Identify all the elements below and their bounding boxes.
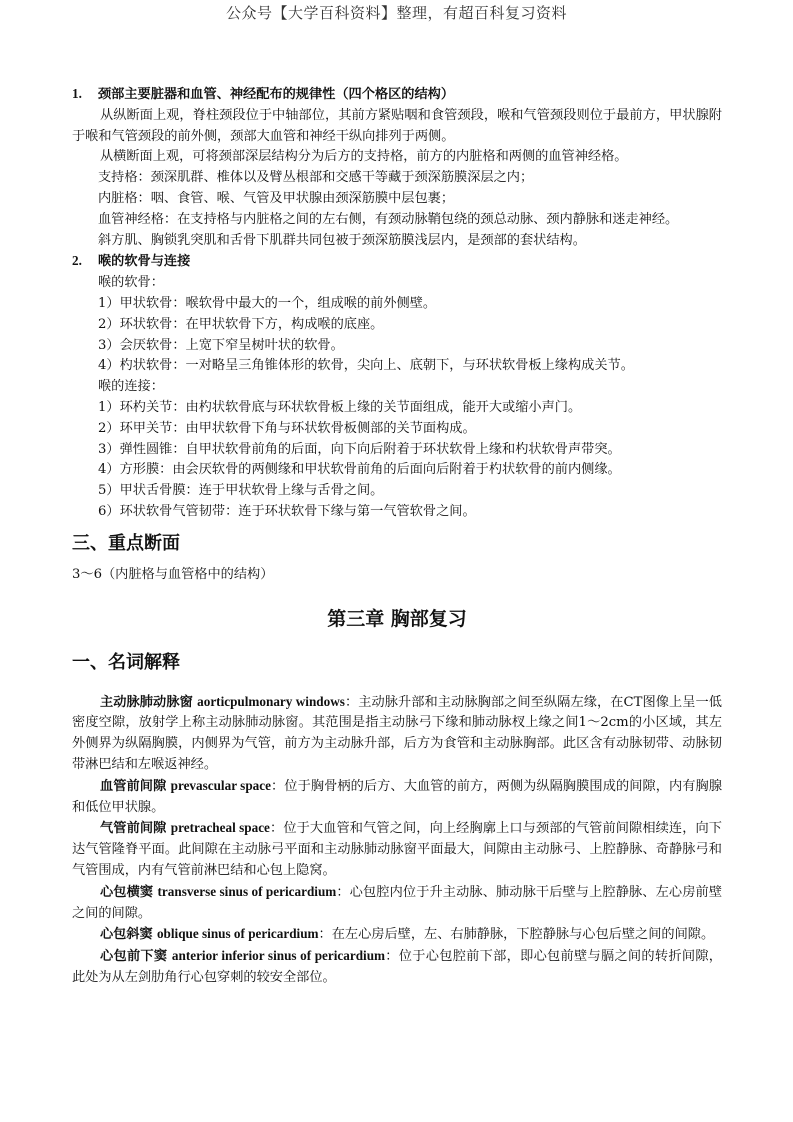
list-item: 3）会厌软骨：上宽下窄呈树叶状的软骨。	[98, 337, 344, 353]
paragraph: 从横断面上观，可将颈部深层结构分为后方的支持格，前方的内脏格和两侧的血管神经格。	[100, 149, 628, 165]
list-item: 3）弹性圆锥：自甲状软骨前角的后面，向下向后附着于环状软骨上缘和杓状软骨声带突。	[98, 441, 621, 457]
term-en: aorticpulmonary windows	[197, 693, 345, 709]
term-cn: 气管前间隙	[100, 821, 167, 837]
list-item: 2）环甲关节：由甲状软骨下角与环状软骨板侧部的关节面构成。	[98, 420, 476, 436]
term-en: oblique sinus of pericardium	[156, 926, 319, 942]
term-definition: ：位于心包腔前下部，即心包前壁与膈之间的转折间隙，此处为从左剑肋角行心包穿刺的较安全部位。	[72, 949, 722, 985]
term-entry	[72, 882, 722, 925]
section-number: 2.	[72, 253, 82, 269]
chapter-title: 第三章 胸部复习	[327, 607, 467, 630]
list-item: 1）环杓关节：由杓状软骨底与环状软骨板上缘的关节面组成，能开大或缩小声门。	[98, 399, 582, 415]
list-item: 6）环状软骨气管韧带：连于环状软骨下缘与第一气管软骨之间。	[98, 503, 476, 519]
chapter-subheading: 一、名词解释	[72, 651, 180, 673]
term-en: prevascular space	[170, 777, 271, 793]
term-list	[72, 692, 722, 989]
list-item: 2）环状软骨：在甲状软骨下方，构成喉的底座。	[98, 316, 384, 332]
term-en: anterior inferior sinus of pericardium	[171, 948, 386, 964]
term-entry	[72, 776, 722, 819]
section-number: 1.	[72, 86, 82, 101]
term-definition: ：位于胸骨柄的后方、大血管的前方，两侧为纵隔胸膜围成的间隙，内有胸腺和低位甲状腺。	[72, 778, 723, 815]
term-cn: 心包斜窦	[100, 927, 153, 943]
section-title: 颈部主要脏器和血管、神经配布的规律性（四个格区的结构）	[98, 87, 455, 102]
subheading: 喉的连接：	[98, 379, 164, 395]
page-header: 公众号【大学百科资料】整理，有超百科复习资料	[225, 4, 567, 22]
term-cn: 主动脉肺动脉窗	[100, 694, 193, 710]
term-entry	[72, 924, 722, 946]
list-item: 支持格：颈深肌群、椎体以及臂丛根部和交感干等藏于颈深筋膜深层之内；	[98, 170, 534, 186]
term-cn: 心包前下窦	[100, 949, 168, 965]
section-heading-3: 三、重点断面	[72, 532, 180, 554]
list-item: 内脏格：咽、食管、喉、气管及甲状腺由颈深筋膜中层包裹；	[98, 190, 455, 206]
term-cn: 血管前间隙	[100, 778, 167, 794]
subheading: 喉的软骨：	[98, 275, 164, 291]
document-body	[72, 84, 722, 989]
section-heading-1	[72, 84, 722, 106]
term-cn: 心包横窦	[100, 884, 154, 900]
term-definition: ：在左心房后壁，左、右肺静脉，下腔静脉与心包后壁之间的间隙。	[318, 927, 715, 943]
term-entry	[72, 692, 722, 776]
list-item: 4）杓状软骨：一对略呈三角锥体形的软骨，尖向上、底朝下，与环状软骨板上缘构成关节。	[98, 358, 634, 374]
paragraph: 3～6（内脏格与血管格中的结构）	[72, 566, 274, 582]
list-item: 血管神经格：在支持格与内脏格之间的左右侧，有颈动脉鞘包绕的颈总动脉、颈内静脉和迷走神经。	[98, 211, 679, 227]
term-definition: ：位于大血管和气管之间，向上经胸廓上口与颈部的气管前间隙相续连，向下达气管隆脊平面。此间隙在主动脉弓平面和主动脉肺动脉窗平面最大，间隙由主动脉弓、上腔静脉、奇静脉弓和气管围成，内有气管前淋巴结和心包上隐窝。	[72, 821, 722, 878]
list-item: 斜方肌、胸锁乳突肌和舌骨下肌群共同包被于颈深筋膜浅层内，是颈部的套状结构。	[98, 232, 586, 248]
list-item: 1）甲状软骨：喉软骨中最大的一个，组成喉的前外侧壁。	[98, 295, 437, 311]
term-definition: ：心包腔内位于升主动脉、肺动脉干后壁与上腔静脉、左心房前壁之间的间隙。	[72, 884, 723, 921]
section-heading-2	[72, 251, 722, 273]
term-definition: ：主动脉升部和主动脉胸部之间至纵隔左缘，在CT图像上呈一低密度空隙，放射学上称主动脉肺动脉窗。其范围是指主动脉弓下缘和肺动脉杈上缘之间1～2cm的小区域，其左外侧界为纵隔胸膜，内侧界为气管，前方为主动脉升部，后方为食管和主动脉胸部。此区含有动脉韧带、动脉韧带淋巴结和左喉返神经。	[72, 694, 722, 772]
term-entry	[72, 946, 722, 989]
list-item: 5）甲状舌骨膜：连于甲状软骨上缘与舌骨之间。	[98, 483, 384, 499]
list-item: 4）方形膜：由会厌软骨的两侧缘和甲状软骨前角的后面向后附着于杓状软骨的前内侧缘。	[98, 462, 621, 478]
term-en: transverse sinus of pericardium	[157, 883, 337, 899]
section-title: 喉的软骨与连接	[98, 254, 191, 270]
term-entry	[72, 818, 722, 881]
term-en: pretracheal space	[170, 820, 270, 836]
paragraph: 从纵断面上观，脊柱颈段位于中轴部位，其前方紧贴咽和食管颈段，喉和气管颈段则位于最前方，甲状腺附于喉和气管颈段的前外侧，颈部大血管和神经干纵向排列于两侧。	[72, 107, 722, 144]
